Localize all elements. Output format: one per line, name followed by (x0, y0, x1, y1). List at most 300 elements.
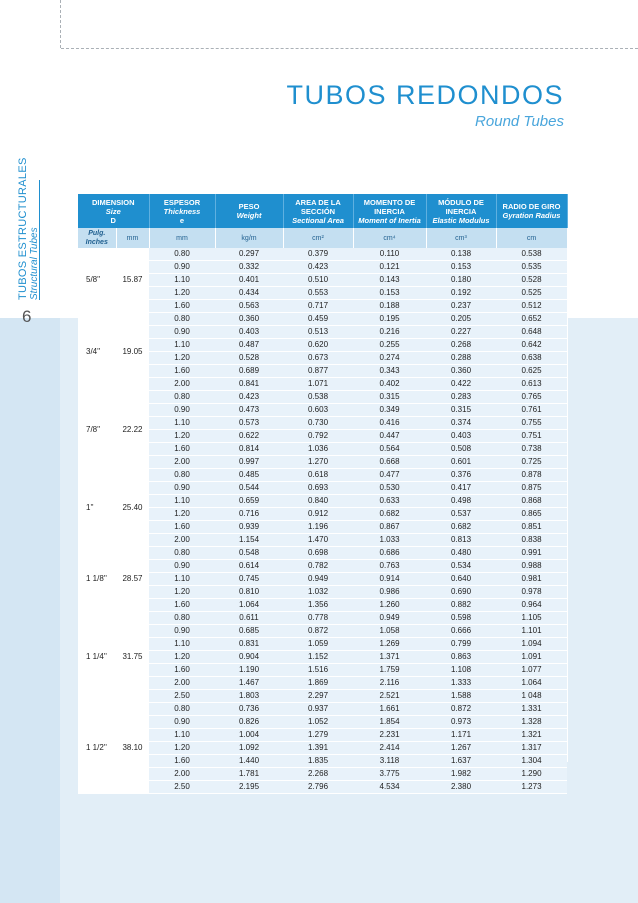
size-inches-cell: 1 1/4'' (78, 612, 116, 703)
thickness-cell: 1.10 (149, 729, 215, 742)
area-cell: 0.553 (283, 287, 353, 300)
moment-cell: 0.949 (353, 612, 426, 625)
modulus-cell: 0.315 (426, 404, 496, 417)
size-inches-cell: 3/4'' (78, 313, 116, 391)
table-row (78, 274, 567, 287)
radius-cell: 1.321 (496, 729, 567, 742)
thickness-cell: 1.10 (149, 573, 215, 586)
weight-cell: 0.360 (215, 313, 283, 326)
section-label (17, 157, 41, 300)
modulus-cell: 0.882 (426, 599, 496, 612)
table-row (78, 534, 567, 547)
moment-cell: 2.231 (353, 729, 426, 742)
unit-area: cm² (283, 228, 353, 248)
modulus-cell: 0.227 (426, 326, 496, 339)
weight-cell: 0.659 (215, 495, 283, 508)
table-row (78, 703, 567, 716)
size-mm-cell: 15.87 (116, 248, 149, 313)
table-row (78, 378, 567, 391)
radius-cell: 0.625 (496, 365, 567, 378)
modulus-cell: 1.171 (426, 729, 496, 742)
modulus-cell: 0.422 (426, 378, 496, 391)
area-cell: 0.423 (283, 261, 353, 274)
weight-cell: 2.195 (215, 781, 283, 794)
size-inches-cell: 7/8'' (78, 391, 116, 469)
weight-cell: 0.487 (215, 339, 283, 352)
thickness-cell: 0.80 (149, 313, 215, 326)
thickness-cell: 0.90 (149, 560, 215, 573)
moment-cell: 0.143 (353, 274, 426, 287)
modulus-cell: 0.192 (426, 287, 496, 300)
area-cell: 1.032 (283, 586, 353, 599)
weight-cell: 0.401 (215, 274, 283, 287)
moment-cell: 1.033 (353, 534, 426, 547)
moment-cell: 0.686 (353, 547, 426, 560)
moment-cell: 3.118 (353, 755, 426, 768)
thickness-cell: 0.90 (149, 716, 215, 729)
radius-cell: 0.964 (496, 599, 567, 612)
unit-thickness: mm (149, 228, 215, 248)
radius-cell: 1.077 (496, 664, 567, 677)
table-row (78, 573, 567, 586)
radius-cell: 0.991 (496, 547, 567, 560)
weight-cell: 0.745 (215, 573, 283, 586)
table-row (78, 521, 567, 534)
moment-cell: 4.534 (353, 781, 426, 794)
weight-cell: 0.997 (215, 456, 283, 469)
weight-cell: 1.781 (215, 768, 283, 781)
thickness-cell: 1.60 (149, 755, 215, 768)
radius-cell: 1.290 (496, 768, 567, 781)
radius-cell: 0.638 (496, 352, 567, 365)
weight-cell: 0.563 (215, 300, 283, 313)
weight-cell: 0.485 (215, 469, 283, 482)
size-mm-cell: 38.10 (116, 703, 149, 794)
modulus-cell: 0.682 (426, 521, 496, 534)
header-dimension: DIMENSION Size D (78, 194, 149, 228)
thickness-cell: 1.60 (149, 365, 215, 378)
weight-cell: 1.467 (215, 677, 283, 690)
size-mm-cell: 22.22 (116, 391, 149, 469)
moment-cell: 0.402 (353, 378, 426, 391)
radius-cell: 0.512 (496, 300, 567, 313)
thickness-cell: 0.80 (149, 248, 215, 261)
header-area: AREA DE LA SECCIÓN Sectional Area (283, 194, 353, 228)
table-row (78, 599, 567, 612)
thickness-cell: 2.00 (149, 456, 215, 469)
round-tubes-table (78, 194, 568, 794)
moment-cell: 0.447 (353, 430, 426, 443)
table-row (78, 300, 567, 313)
table-row (78, 612, 567, 625)
area-cell: 0.379 (283, 248, 353, 261)
moment-cell: 1.058 (353, 625, 426, 638)
table-row (78, 625, 567, 638)
radius-cell: 0.988 (496, 560, 567, 573)
area-cell: 1.036 (283, 443, 353, 456)
thickness-cell: 1.10 (149, 638, 215, 651)
left-margin-band (0, 318, 60, 903)
area-cell: 2.796 (283, 781, 353, 794)
thickness-cell: 0.80 (149, 391, 215, 404)
moment-cell: 1.661 (353, 703, 426, 716)
weight-cell: 0.423 (215, 391, 283, 404)
area-cell: 0.730 (283, 417, 353, 430)
section-label-en: Structural Tubes (29, 227, 40, 300)
modulus-cell: 1.333 (426, 677, 496, 690)
modulus-cell: 0.508 (426, 443, 496, 456)
page-title: TUBOS REDONDOS (286, 80, 564, 110)
modulus-cell: 0.138 (426, 248, 496, 261)
section-label-es: TUBOS ESTRUCTURALES (17, 157, 29, 300)
modulus-cell: 0.360 (426, 365, 496, 378)
size-inches-cell: 1 1/8'' (78, 547, 116, 612)
area-cell: 0.693 (283, 482, 353, 495)
moment-cell: 0.110 (353, 248, 426, 261)
unit-radius: cm (496, 228, 567, 248)
weight-cell: 0.403 (215, 326, 283, 339)
thickness-cell: 2.00 (149, 378, 215, 391)
area-cell: 0.510 (283, 274, 353, 287)
modulus-cell: 0.640 (426, 573, 496, 586)
weight-cell: 0.685 (215, 625, 283, 638)
thickness-cell: 1.60 (149, 599, 215, 612)
radius-cell: 0.535 (496, 261, 567, 274)
table-row (78, 651, 567, 664)
weight-cell: 0.573 (215, 417, 283, 430)
page-number: 6 (22, 307, 32, 326)
radius-cell: 1.094 (496, 638, 567, 651)
area-cell: 1.391 (283, 742, 353, 755)
modulus-cell: 0.498 (426, 495, 496, 508)
size-mm-cell: 28.57 (116, 547, 149, 612)
thickness-cell: 0.90 (149, 625, 215, 638)
modulus-cell: 1.982 (426, 768, 496, 781)
moment-cell: 0.633 (353, 495, 426, 508)
thickness-cell: 1.60 (149, 300, 215, 313)
weight-cell: 0.548 (215, 547, 283, 560)
thickness-cell: 1.20 (149, 287, 215, 300)
table-row (78, 443, 567, 456)
area-cell: 2.268 (283, 768, 353, 781)
modulus-cell: 1.637 (426, 755, 496, 768)
moment-cell: 0.349 (353, 404, 426, 417)
weight-cell: 0.297 (215, 248, 283, 261)
weight-cell: 0.622 (215, 430, 283, 443)
moment-cell: 0.121 (353, 261, 426, 274)
crop-mark-horizontal (61, 48, 638, 49)
units-row (78, 228, 567, 248)
table-row (78, 664, 567, 677)
modulus-cell: 1.267 (426, 742, 496, 755)
area-cell: 0.792 (283, 430, 353, 443)
thickness-cell: 1.20 (149, 586, 215, 599)
area-cell: 0.877 (283, 365, 353, 378)
area-cell: 1.869 (283, 677, 353, 690)
radius-cell: 1.304 (496, 755, 567, 768)
moment-cell: 0.986 (353, 586, 426, 599)
modulus-cell: 0.666 (426, 625, 496, 638)
radius-cell: 0.613 (496, 378, 567, 391)
area-cell: 0.603 (283, 404, 353, 417)
moment-cell: 0.195 (353, 313, 426, 326)
weight-cell: 0.810 (215, 586, 283, 599)
thickness-cell: 0.80 (149, 469, 215, 482)
moment-cell: 0.315 (353, 391, 426, 404)
modulus-cell: 0.376 (426, 469, 496, 482)
modulus-cell: 0.601 (426, 456, 496, 469)
radius-cell: 0.765 (496, 391, 567, 404)
weight-cell: 0.736 (215, 703, 283, 716)
table-row (78, 547, 567, 560)
radius-cell: 0.642 (496, 339, 567, 352)
page-subtitle: Round Tubes (475, 113, 564, 130)
size-mm-cell: 31.75 (116, 612, 149, 703)
radius-cell: 0.851 (496, 521, 567, 534)
thickness-cell: 1.20 (149, 352, 215, 365)
weight-cell: 0.614 (215, 560, 283, 573)
thickness-cell: 1.60 (149, 443, 215, 456)
thickness-cell: 1.60 (149, 664, 215, 677)
radius-cell: 1.091 (496, 651, 567, 664)
modulus-cell: 1.108 (426, 664, 496, 677)
moment-cell: 0.216 (353, 326, 426, 339)
modulus-cell: 2.380 (426, 781, 496, 794)
modulus-cell: 0.534 (426, 560, 496, 573)
thickness-cell: 2.50 (149, 781, 215, 794)
header-moment: MOMENTO DE INERCIA Moment of Inertia (353, 194, 426, 228)
moment-cell: 0.763 (353, 560, 426, 573)
radius-cell: 0.865 (496, 508, 567, 521)
unit-modulus: cm³ (426, 228, 496, 248)
weight-cell: 1.064 (215, 599, 283, 612)
area-cell: 0.778 (283, 612, 353, 625)
thickness-cell: 0.80 (149, 703, 215, 716)
table-row (78, 781, 567, 794)
size-mm-cell: 19.05 (116, 313, 149, 391)
radius-cell: 0.878 (496, 469, 567, 482)
thickness-cell: 0.80 (149, 547, 215, 560)
area-cell: 1.356 (283, 599, 353, 612)
table-row (78, 352, 567, 365)
area-cell: 0.782 (283, 560, 353, 573)
moment-cell: 0.668 (353, 456, 426, 469)
weight-cell: 1.803 (215, 690, 283, 703)
weight-cell: 1.092 (215, 742, 283, 755)
radius-cell: 0.525 (496, 287, 567, 300)
thickness-cell: 1.10 (149, 274, 215, 287)
table-row (78, 716, 567, 729)
size-inches-cell: 1'' (78, 469, 116, 547)
table-row (78, 638, 567, 651)
weight-cell: 0.841 (215, 378, 283, 391)
table-row (78, 768, 567, 781)
table-row (78, 742, 567, 755)
moment-cell: 0.530 (353, 482, 426, 495)
table-row (78, 404, 567, 417)
table-row (78, 261, 567, 274)
radius-cell: 1 048 (496, 690, 567, 703)
header-weight: PESO Weight (215, 194, 283, 228)
moment-cell: 0.274 (353, 352, 426, 365)
thickness-cell: 0.90 (149, 404, 215, 417)
weight-cell: 1.004 (215, 729, 283, 742)
modulus-cell: 0.417 (426, 482, 496, 495)
table-row (78, 365, 567, 378)
modulus-cell: 0.480 (426, 547, 496, 560)
table-row (78, 508, 567, 521)
modulus-cell: 0.598 (426, 612, 496, 625)
modulus-cell: 0.690 (426, 586, 496, 599)
table-row (78, 339, 567, 352)
table-row (78, 729, 567, 742)
modulus-cell: 0.537 (426, 508, 496, 521)
weight-cell: 0.814 (215, 443, 283, 456)
moment-cell: 0.914 (353, 573, 426, 586)
modulus-cell: 0.288 (426, 352, 496, 365)
thickness-cell: 2.50 (149, 690, 215, 703)
radius-cell: 1.328 (496, 716, 567, 729)
modulus-cell: 0.180 (426, 274, 496, 287)
radius-cell: 1.331 (496, 703, 567, 716)
table-row (78, 482, 567, 495)
thickness-cell: 1.10 (149, 417, 215, 430)
moment-cell: 0.867 (353, 521, 426, 534)
radius-cell: 1.064 (496, 677, 567, 690)
moment-cell: 0.255 (353, 339, 426, 352)
radius-cell: 1.105 (496, 612, 567, 625)
area-cell: 1.835 (283, 755, 353, 768)
radius-cell: 0.755 (496, 417, 567, 430)
modulus-cell: 1.588 (426, 690, 496, 703)
area-cell: 0.618 (283, 469, 353, 482)
moment-cell: 2.116 (353, 677, 426, 690)
area-cell: 0.937 (283, 703, 353, 716)
radius-cell: 0.648 (496, 326, 567, 339)
unit-moment: cm⁴ (353, 228, 426, 248)
area-cell: 0.459 (283, 313, 353, 326)
table-row (78, 248, 567, 261)
thickness-cell: 0.80 (149, 612, 215, 625)
modulus-cell: 0.283 (426, 391, 496, 404)
moment-cell: 3.775 (353, 768, 426, 781)
moment-cell: 0.477 (353, 469, 426, 482)
weight-cell: 1.154 (215, 534, 283, 547)
size-inches-cell: 1 1/2'' (78, 703, 116, 794)
moment-cell: 0.343 (353, 365, 426, 378)
thickness-cell: 1.10 (149, 495, 215, 508)
radius-cell: 0.838 (496, 534, 567, 547)
thickness-cell: 1.20 (149, 651, 215, 664)
radius-cell: 0.652 (496, 313, 567, 326)
weight-cell: 0.528 (215, 352, 283, 365)
area-cell: 2.297 (283, 690, 353, 703)
weight-cell: 0.904 (215, 651, 283, 664)
table-row (78, 326, 567, 339)
table-row (78, 313, 567, 326)
weight-cell: 0.831 (215, 638, 283, 651)
unit-weight: kg/m (215, 228, 283, 248)
radius-cell: 1.273 (496, 781, 567, 794)
size-inches-cell: 5/8'' (78, 248, 116, 313)
moment-cell: 0.682 (353, 508, 426, 521)
radius-cell: 1.317 (496, 742, 567, 755)
table-row (78, 391, 567, 404)
weight-cell: 0.826 (215, 716, 283, 729)
area-cell: 0.840 (283, 495, 353, 508)
area-cell: 1.516 (283, 664, 353, 677)
table-row (78, 560, 567, 573)
table-row (78, 430, 567, 443)
weight-cell: 0.611 (215, 612, 283, 625)
radius-cell: 0.978 (496, 586, 567, 599)
thickness-cell: 2.00 (149, 768, 215, 781)
area-cell: 0.538 (283, 391, 353, 404)
weight-cell: 0.689 (215, 365, 283, 378)
crop-mark-vertical (60, 0, 61, 48)
radius-cell: 0.725 (496, 456, 567, 469)
header-radius: RADIO DE GIRO Gyration Radius (496, 194, 567, 228)
table-row (78, 586, 567, 599)
area-cell: 1.071 (283, 378, 353, 391)
modulus-cell: 0.863 (426, 651, 496, 664)
radius-cell: 1.101 (496, 625, 567, 638)
table-row (78, 755, 567, 768)
thickness-cell: 1.20 (149, 508, 215, 521)
modulus-cell: 0.268 (426, 339, 496, 352)
thickness-cell: 1.20 (149, 742, 215, 755)
area-cell: 1.152 (283, 651, 353, 664)
moment-cell: 0.188 (353, 300, 426, 313)
thickness-cell: 1.20 (149, 430, 215, 443)
radius-cell: 0.738 (496, 443, 567, 456)
weight-cell: 1.440 (215, 755, 283, 768)
thickness-cell: 2.00 (149, 534, 215, 547)
area-cell: 1.196 (283, 521, 353, 534)
area-cell: 1.059 (283, 638, 353, 651)
modulus-cell: 0.205 (426, 313, 496, 326)
radius-cell: 0.868 (496, 495, 567, 508)
area-cell: 0.912 (283, 508, 353, 521)
modulus-cell: 0.813 (426, 534, 496, 547)
table-row (78, 417, 567, 430)
moment-cell: 0.153 (353, 287, 426, 300)
moment-cell: 0.564 (353, 443, 426, 456)
radius-cell: 0.751 (496, 430, 567, 443)
area-cell: 0.717 (283, 300, 353, 313)
weight-cell: 0.716 (215, 508, 283, 521)
header-row (78, 194, 567, 228)
radius-cell: 0.528 (496, 274, 567, 287)
area-cell: 0.620 (283, 339, 353, 352)
thickness-cell: 2.00 (149, 677, 215, 690)
table-row (78, 456, 567, 469)
weight-cell: 0.434 (215, 287, 283, 300)
moment-cell: 1.371 (353, 651, 426, 664)
header-thickness: ESPESOR Thickness e (149, 194, 215, 228)
area-cell: 1.279 (283, 729, 353, 742)
thickness-cell: 1.60 (149, 521, 215, 534)
unit-inches: Pulg. Inches (78, 228, 116, 248)
radius-cell: 0.761 (496, 404, 567, 417)
modulus-cell: 0.799 (426, 638, 496, 651)
moment-cell: 2.521 (353, 690, 426, 703)
table-row (78, 469, 567, 482)
moment-cell: 1.260 (353, 599, 426, 612)
modulus-cell: 0.973 (426, 716, 496, 729)
modulus-cell: 0.153 (426, 261, 496, 274)
radius-cell: 0.875 (496, 482, 567, 495)
